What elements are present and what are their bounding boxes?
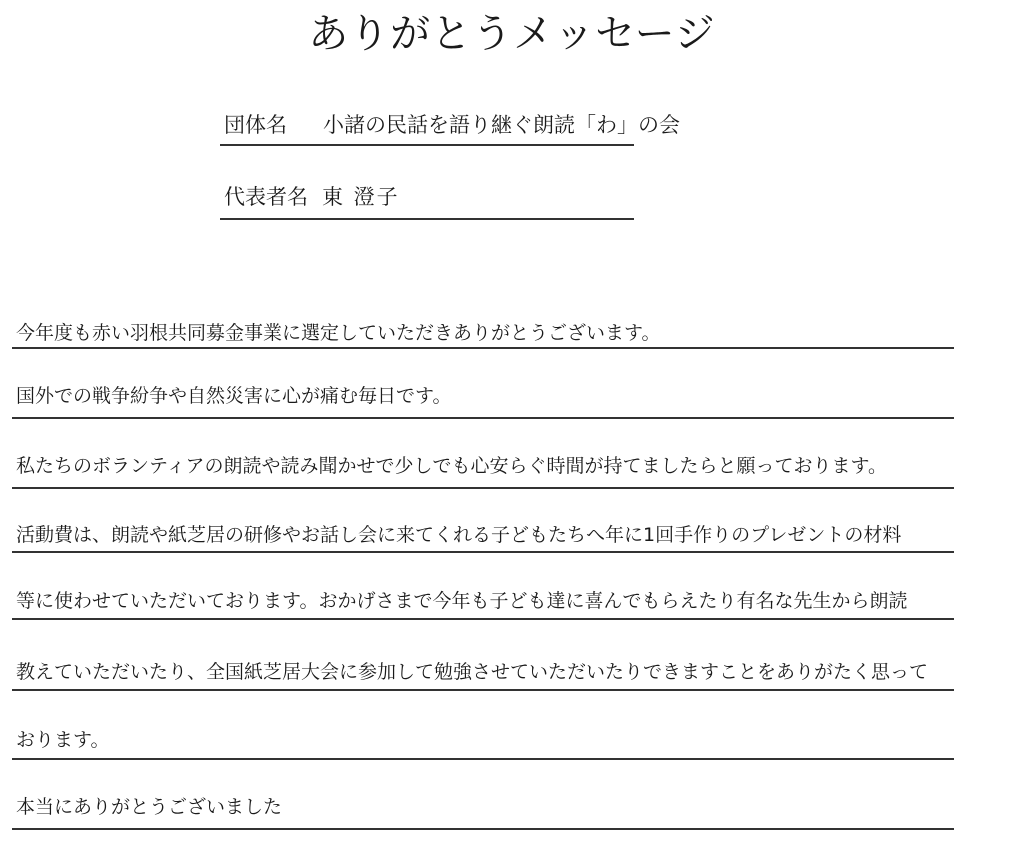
message-line bbox=[12, 657, 954, 687]
writing-rule bbox=[12, 828, 954, 830]
message-line bbox=[12, 318, 954, 348]
page-title: ありがとうメッセージ bbox=[308, 11, 716, 57]
message-line-text: 今年度も赤い羽根共同募金事業に選定していただきありがとうございます。 bbox=[16, 322, 661, 344]
message-line-text: 等に使わせていただいております。おかげさまで今年も子ども達に喜んでもらえたり有名な先生から朗読 bbox=[16, 590, 908, 612]
group-name-value: 小諸の民話を語り継ぐ朗読「わ」の会 bbox=[323, 113, 680, 137]
message-line-text: 本当にありがとうございました bbox=[16, 796, 283, 818]
message-line-text: 私たちのボランティアの朗読や読み聞かせで少しでも心安らぐ時間が持てましたらと願っております。 bbox=[16, 455, 887, 477]
writing-rule bbox=[12, 487, 954, 489]
representative-value: 東 澄子 bbox=[322, 185, 400, 209]
message-line bbox=[12, 381, 954, 411]
representative-label: 代表者名 bbox=[224, 185, 308, 209]
message-line bbox=[12, 520, 954, 550]
message-line-text: 教えていただいたり、全国紙芝居大会に参加して勉強させていただいたりできますことをありがたく思って bbox=[16, 661, 929, 683]
message-line-text: おります。 bbox=[16, 729, 110, 751]
message-line bbox=[12, 792, 954, 822]
writing-rule bbox=[12, 417, 954, 419]
message-line-text: 国外での戦争紛争や自然災害に心が痛む毎日です。 bbox=[16, 385, 452, 407]
message-line bbox=[12, 725, 954, 755]
writing-rule bbox=[12, 689, 954, 691]
message-line bbox=[12, 586, 954, 616]
writing-rule bbox=[12, 758, 954, 760]
message-line-text: 活動費は、朗読や紙芝居の研修やお話し会に来てくれる子どもたちへ年に1回手作りのプレゼントの材料 bbox=[16, 524, 902, 546]
representative-field bbox=[220, 182, 634, 220]
message-line bbox=[12, 451, 954, 481]
writing-rule bbox=[12, 347, 954, 349]
group-name-field bbox=[220, 110, 680, 146]
group-name-label: 団体名 bbox=[224, 113, 287, 137]
writing-rule bbox=[12, 618, 954, 620]
writing-rule bbox=[12, 551, 954, 553]
